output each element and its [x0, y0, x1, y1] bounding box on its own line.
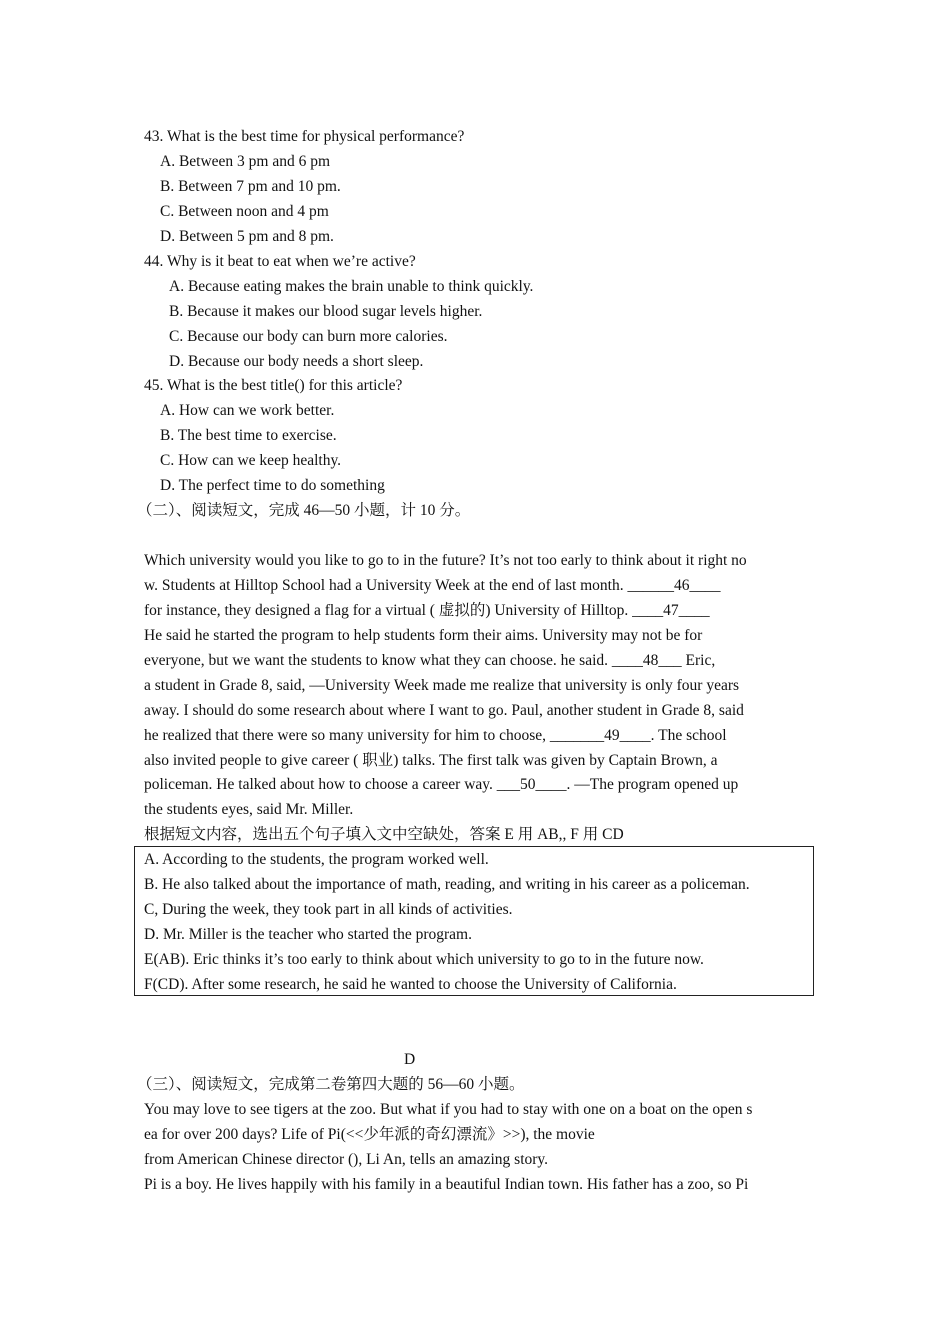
answer-choice: B. He also talked about the importance of math, reading, and writing in his career as a policeman.: [144, 876, 750, 893]
passage-2-line: w. Students at Hilltop School had a University Week at the end of last month. ______46____: [144, 577, 721, 594]
option-44-a: A. Because eating makes the brain unable to think quickly.: [169, 278, 534, 295]
section-3-letter: D: [404, 1051, 416, 1068]
passage-2-line: away. I should do some research about where I want to go. Paul, another student in Grade 8, said: [144, 702, 744, 719]
passage-2-line: also invited people to give career ( 职业) talks. The first talk was given by Captain Brown, a: [144, 752, 718, 769]
passage-3-line: from American Chinese director (), Li An, tells an amazing story.: [144, 1151, 549, 1168]
question-45: 45. What is the best title() for this article?: [144, 377, 403, 394]
option-45-c: C. How can we keep healthy.: [160, 452, 342, 469]
option-45-d: D. The perfect time to do something: [160, 477, 385, 494]
section-2-instruction: 根据短文内容，选出五个句子填入文中空缺处，答案 E 用 AB,, F 用 CD: [144, 826, 624, 843]
answer-choice: E(AB). Eric thinks it’s too early to think about which university to go to in the future now.: [144, 951, 704, 968]
passage-2-line: for instance, they designed a flag for a virtual ( 虚拟的) University of Hilltop. ____47____: [144, 602, 710, 619]
option-44-c: C. Because our body can burn more calories.: [169, 328, 448, 345]
answer-choice: C, During the week, they took part in all kinds of activities.: [144, 901, 513, 918]
passage-2-line: Which university would you like to go to in the future? It’s not too early to think about it right no: [144, 552, 747, 569]
option-45-b: B. The best time to exercise.: [160, 427, 337, 444]
passage-2-line: He said he started the program to help students form their aims. University may not be for: [144, 627, 703, 644]
answer-choice: F(CD). After some research, he said he wanted to choose the University of California.: [144, 976, 677, 993]
option-44-d: D. Because our body needs a short sleep.: [169, 353, 424, 370]
passage-3-line: ea for over 200 days? Life of Pi(<<少年派的奇幻漂流》>>), the movie: [144, 1126, 595, 1143]
passage-2-line: he realized that there were so many university for him to choose, _______49____. The school: [144, 727, 727, 744]
answer-choice: A. According to the students, the program worked well.: [144, 851, 489, 868]
answer-choice: D. Mr. Miller is the teacher who started the program.: [144, 926, 472, 943]
passage-2-line: policeman. He talked about how to choose a career way. ___50____. —The program opened up: [144, 776, 739, 793]
question-43: 43. What is the best time for physical performance?: [144, 128, 465, 145]
option-44-b: B. Because it makes our blood sugar levels higher.: [169, 303, 483, 320]
passage-3-line: Pi is a boy. He lives happily with his family in a beautiful Indian town. His father has a zoo, so Pi: [144, 1176, 749, 1193]
section-2-heading: （二）、阅读短文，完成 46—50 小题，计 10 分。: [137, 502, 471, 519]
passage-3-line: You may love to see tigers at the zoo. But what if you had to stay with one on a boat on the open s: [144, 1101, 753, 1118]
option-43-d: D. Between 5 pm and 8 pm.: [160, 228, 334, 245]
option-43-c: C. Between noon and 4 pm: [160, 203, 329, 220]
question-44: 44. Why is it beat to eat when we’re active?: [144, 253, 416, 270]
option-43-b: B. Between 7 pm and 10 pm.: [160, 178, 341, 195]
option-43-a: A. Between 3 pm and 6 pm: [160, 153, 331, 170]
passage-2-line: the students eyes, said Mr. Miller.: [144, 801, 354, 818]
section-3-heading: （三）、阅读短文，完成第二卷第四大题的 56—60 小题。: [137, 1076, 525, 1093]
option-45-a: A. How can we work better.: [160, 402, 335, 419]
passage-2-line: a student in Grade 8, said, —University Week made me realize that university is only four years: [144, 677, 740, 694]
passage-2-line: everyone, but we want the students to know what they can choose. he said. ____48___ Eric,: [144, 652, 716, 669]
